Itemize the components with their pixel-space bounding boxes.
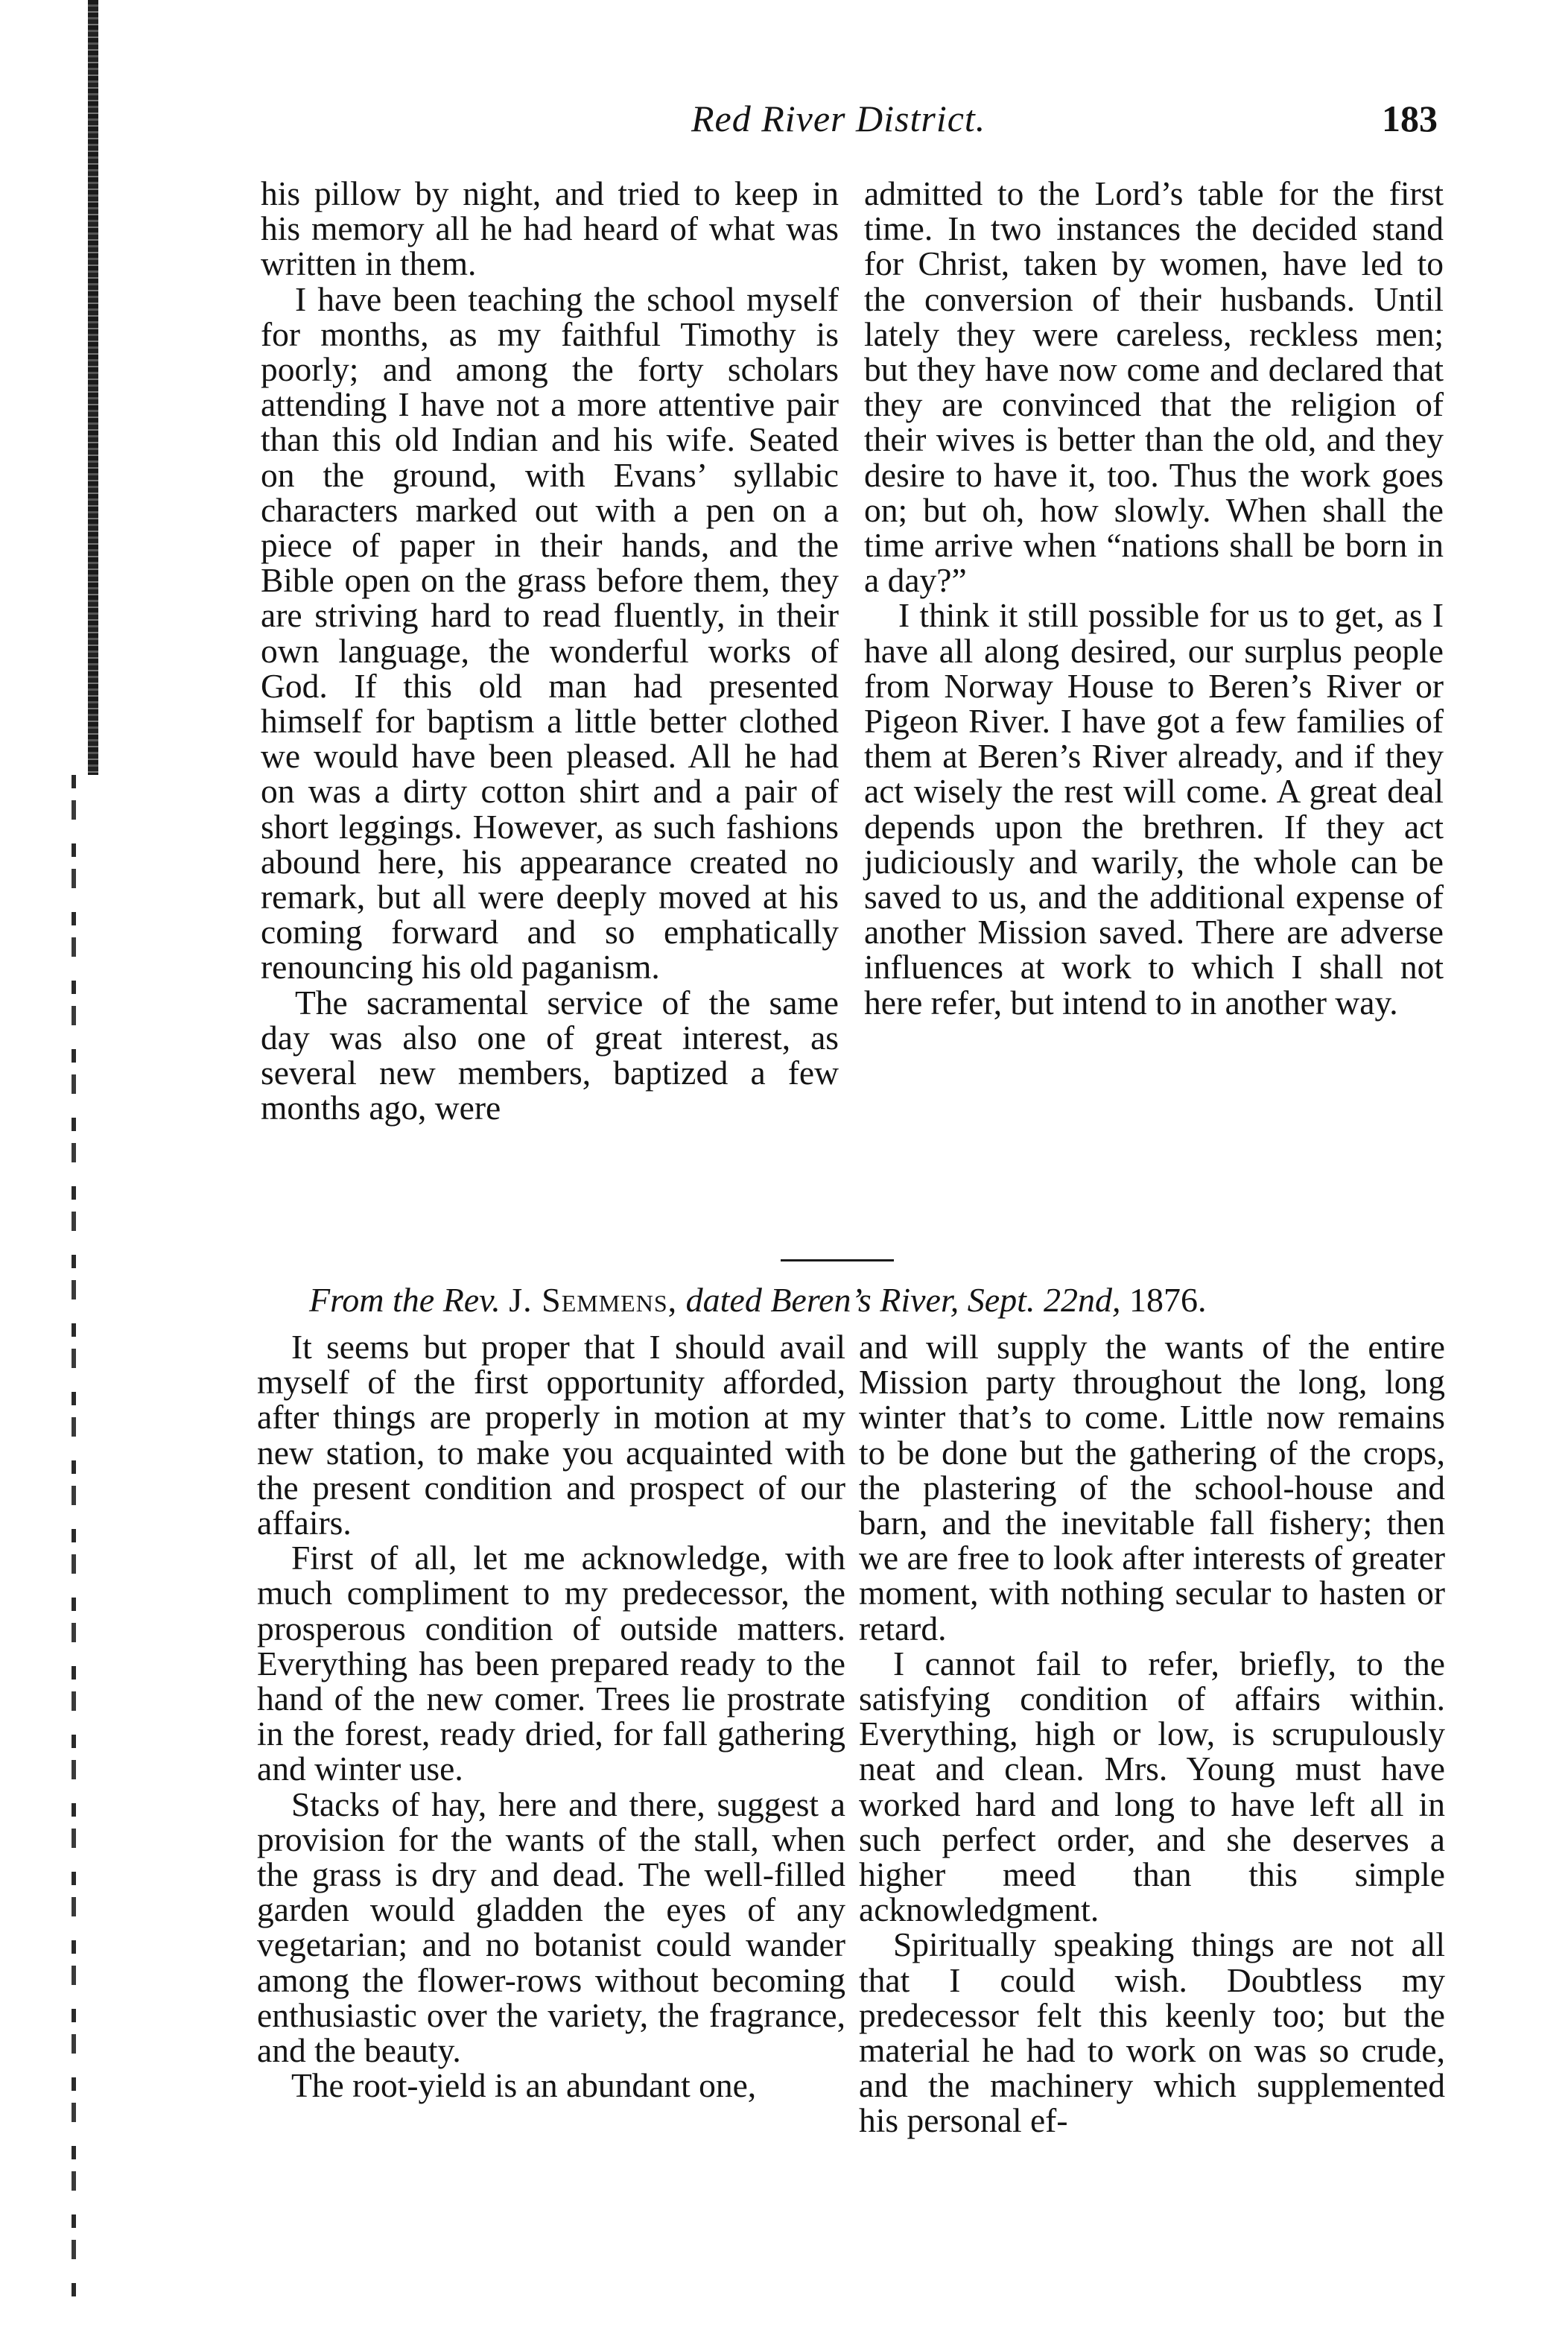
- paragraph: admitted to the Lord’s table for the first time. In two instances the decided stand for Christ, taken by women, have led to the conversion of their husbands. Until lately they were careless, reckless men; but they have now come and declared that they are convinced that the religion of their wives is better than the old, and they desire to have it, too. Thus the work goes on; but oh, how slowly. When shall the time arrive when “nations shall be born in a day?”: [864, 174, 1444, 600]
- letter-year: 1876.: [1129, 1281, 1207, 1319]
- paragraph: It seems but proper that I should avail myself of the first opportunity afforded, after things are properly in motion at my new station, to make you acquainted with the present condition and prospect of our affairs.: [257, 1328, 845, 1542]
- letter-month: Sept.: [967, 1281, 1035, 1319]
- paragraph: and will supply the wants of the entire Mission party throughout the long, long winter that’s to come. Little now remains to be done but the gathering of the crops, the plastering of the school-house and barn, and the inevitable fall fishery; then we are free to look after interests of greater moment, with nothing secular to hasten or retard.: [859, 1328, 1445, 1647]
- page-number: 183: [1382, 98, 1438, 139]
- section2-right-column: [859, 1329, 1445, 2138]
- paragraph: I think it still possible for us to get, as I have all along desired, our surplus people from Norway House to Beren’s River or Pigeon River. I have got a few families of them at Beren’s River already, and if they act wisely the rest will come. A great deal depends upon the brethren. If they act judiciously and warily, the whole can be saved to us, and the additional expense of another Mission saved. There are adverse influences at work to which I shall not here refer, but intend to in another way.: [864, 596, 1444, 1022]
- letter-from-label: From the Rev.: [309, 1281, 501, 1319]
- letter-day: 22nd,: [1043, 1281, 1121, 1319]
- paragraph: The root-yield is an abundant one,: [291, 2066, 757, 2105]
- section-divider: [781, 1259, 894, 1261]
- binding-edge-dark-strip: [88, 0, 98, 775]
- running-head: [246, 97, 1438, 149]
- paragraph: First of all, let me acknowledge, with much compliment to my predecessor, the prosperous condition of outside matters. Everything has been prepared ready to the hand of the new comer. Trees lie prostrate in the forest, ready dried, for fall gathering and winter use.: [257, 1539, 845, 1788]
- paragraph: I cannot fail to refer, briefly, to the satisfying condition of affairs within. Everything, high or low, is scrupulously neat and clean. Mrs. Young must have worked hard and long to have left all in such perfect order, and she deserves a higher meed than this simple acknowledgment.: [859, 1644, 1445, 1929]
- running-title: Red River District.: [691, 98, 986, 139]
- letter-author: J. Semmens,: [509, 1281, 678, 1319]
- section1-right-column: [864, 176, 1444, 1020]
- paragraph: Spiritually speaking things are not all that I could wish. Doubtless my predecessor felt this keenly too; but the material he had to work on was so crude, and the machinery which supplemented his personal ef-: [859, 1925, 1445, 2140]
- binding-edge: [16, 0, 28, 2327]
- paragraph: his pillow by night, and tried to keep in his memory all he had heard of what was written in them.: [261, 174, 839, 283]
- letter-place: Beren’s River,: [770, 1281, 959, 1319]
- paragraph: The sacramental service of the same day was also one of great interest, as several new members, baptized a few months ago, were: [261, 983, 839, 1127]
- section2-left-column: [257, 1329, 845, 2103]
- letter-heading: [309, 1280, 1426, 1320]
- paragraph: I have been teaching the school myself for months, as my faithful Timothy is poorly; and among the forty scholars attending I have not a more attentive pair than this old Indian and his wife. Seated on the ground, with Evans’ syllabic characters marked out with a pen on a piece of paper in their hands, and the Bible open on the grass before them, they are striving hard to read fluently, in their own language, the wonderful works of God. If this old man had presented himself for baptism a little better clothed we would have been pleased. All he had on was a dirty cotton shirt and a pair of short leggings. However, as such fashions abound here, his appearance created no remark, but all were deeply moved at his coming forward and so emphatically renouncing his old paganism.: [261, 279, 839, 987]
- binding-edge-speckle: [72, 775, 76, 2302]
- section1-left-column: [261, 176, 839, 1125]
- letter-dated-label: dated: [685, 1281, 762, 1319]
- paragraph: Stacks of hay, here and there, suggest a provision for the wants of the stall, when the grass is dry and dead. The well-filled garden would gladden the eyes of any vegetarian; and no botanist could wander among the flower-rows without becoming enthusiastic over the variety, the fragrance, and the beauty.: [257, 1785, 845, 2070]
